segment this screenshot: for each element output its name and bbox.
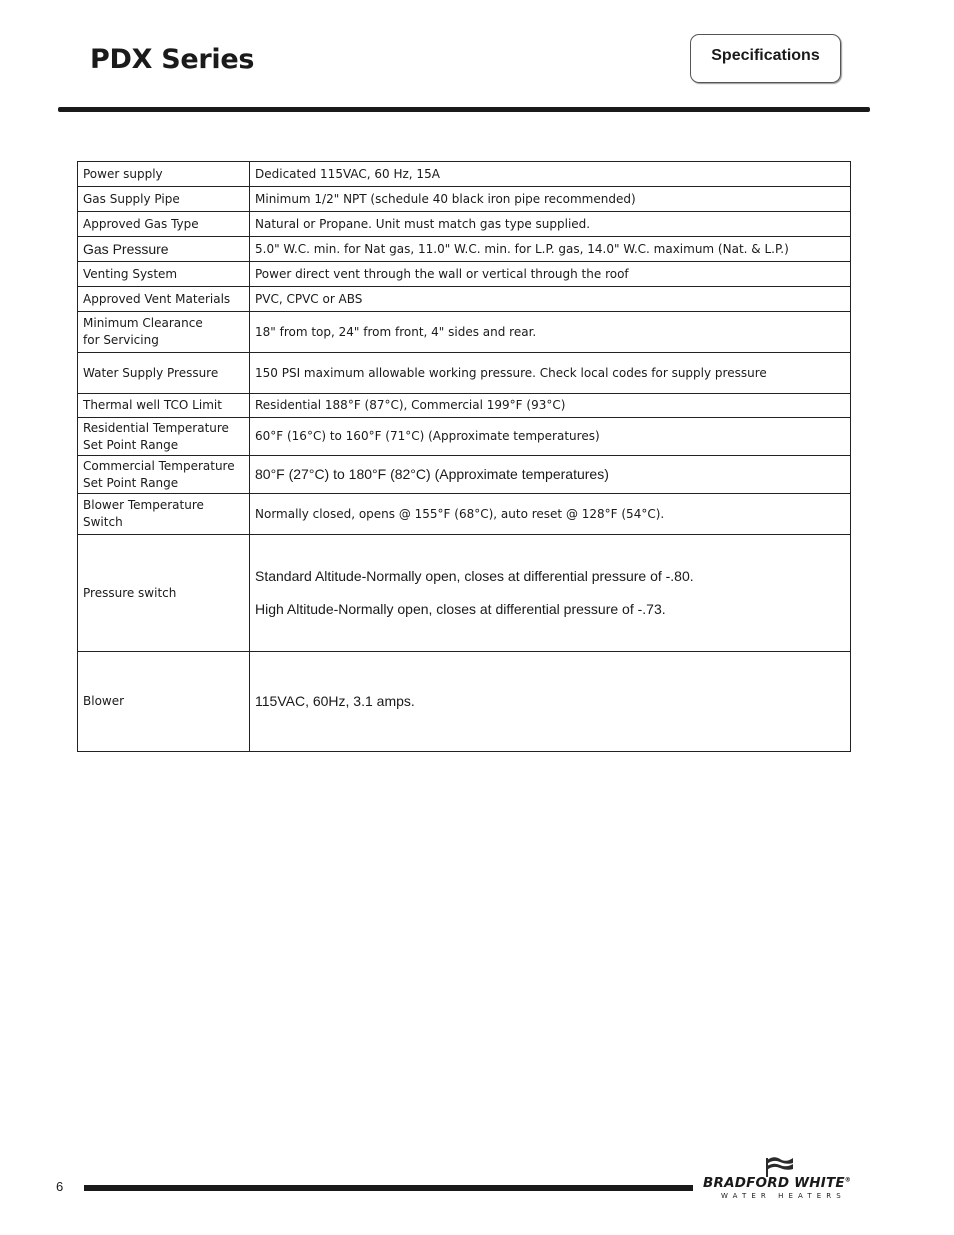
spec-value-line: High Altitude-Normally open, closes at differential pressure of -.73. bbox=[255, 601, 666, 617]
specifications-table bbox=[77, 161, 851, 752]
spec-label-line: Commercial Temperature bbox=[83, 458, 235, 473]
spec-value-line: Standard Altitude-Normally open, closes at differential pressure of -.80. bbox=[255, 568, 694, 584]
table-row bbox=[78, 535, 851, 652]
spec-value: 80°F (27°C) to 180°F (82°C) (Approximate temperatures) bbox=[250, 456, 851, 494]
spec-value: PVC, CPVC or ABS bbox=[250, 287, 851, 312]
table-row bbox=[78, 237, 851, 262]
spec-value: 60°F (16°C) to 160°F (71°C) (Approximate temperatures) bbox=[250, 418, 851, 456]
spec-label: Gas Supply Pipe bbox=[78, 187, 250, 212]
table-row bbox=[78, 287, 851, 312]
spec-value: Power direct vent through the wall or vertical through the roof bbox=[250, 262, 851, 287]
table-row bbox=[78, 494, 851, 535]
spec-label: Thermal well TCO Limit bbox=[78, 394, 250, 418]
spec-value: Residential 188°F (87°C), Commercial 199°F (93°C) bbox=[250, 394, 851, 418]
spec-value: 5.0" W.C. min. for Nat gas, 11.0" W.C. min. for L.P. gas, 14.0" W.C. maximum (Nat. & L.P.) bbox=[250, 237, 851, 262]
spec-label: Pressure switch bbox=[78, 535, 250, 652]
spec-label-line: Residential Temperature bbox=[83, 420, 229, 435]
spec-label: Gas Pressure bbox=[78, 237, 250, 262]
logo-wordmark bbox=[703, 1175, 851, 1191]
spec-label: Water Supply Pressure bbox=[78, 353, 250, 394]
table-row bbox=[78, 394, 851, 418]
table-row bbox=[78, 162, 851, 187]
table-row bbox=[78, 262, 851, 287]
spec-label bbox=[78, 456, 250, 494]
spec-label-line: Set Point Range bbox=[83, 437, 179, 452]
table-row bbox=[78, 418, 851, 456]
spec-value: Natural or Propane. Unit must match gas type supplied. bbox=[250, 212, 851, 237]
spec-label: Blower Temperature Switch bbox=[78, 494, 250, 535]
spec-value bbox=[250, 535, 851, 652]
logo-name-text: BRADFORD WHITE bbox=[703, 1175, 845, 1191]
spec-label-line: Set Point Range bbox=[83, 475, 179, 490]
spec-value: Minimum 1/2" NPT (schedule 40 black iron pipe recommended) bbox=[250, 187, 851, 212]
spec-value: 18" from top, 24" from front, 4" sides and rear. bbox=[250, 312, 851, 353]
spec-label: Venting System bbox=[78, 262, 250, 287]
table-row bbox=[78, 212, 851, 237]
table-row bbox=[78, 187, 851, 212]
spec-label: Blower bbox=[78, 652, 250, 752]
spec-label: Power supply bbox=[78, 162, 250, 187]
spec-label: Approved Vent Materials bbox=[78, 287, 250, 312]
spec-value: Normally closed, opens @ 155°F (68°C), auto reset @ 128°F (54°C). bbox=[250, 494, 851, 535]
footer-rule bbox=[84, 1185, 693, 1191]
spec-value: 150 PSI maximum allowable working pressure. Check local codes for supply pressure bbox=[250, 353, 851, 394]
table-row bbox=[78, 312, 851, 353]
table-row bbox=[78, 456, 851, 494]
table-row bbox=[78, 652, 851, 752]
spec-label-line: Minimum Clearance bbox=[83, 316, 203, 330]
spec-label: Approved Gas Type bbox=[78, 212, 250, 237]
registered-mark: ® bbox=[844, 1176, 851, 1184]
bradford-white-logo bbox=[703, 1154, 863, 1204]
section-tab: Specifications bbox=[690, 34, 841, 83]
spec-label bbox=[78, 312, 250, 353]
spec-label bbox=[78, 418, 250, 456]
header-rule bbox=[58, 107, 870, 112]
spec-value: Dedicated 115VAC, 60 Hz, 15A bbox=[250, 162, 851, 187]
page-title: PDX Series bbox=[90, 44, 255, 75]
page-number: 6 bbox=[56, 1179, 64, 1194]
spec-value: 115VAC, 60Hz, 3.1 amps. bbox=[250, 652, 851, 752]
table-row bbox=[78, 353, 851, 394]
logo-subtitle: WATER HEATERS bbox=[721, 1192, 846, 1200]
spec-label-line: for Servicing bbox=[83, 333, 159, 347]
